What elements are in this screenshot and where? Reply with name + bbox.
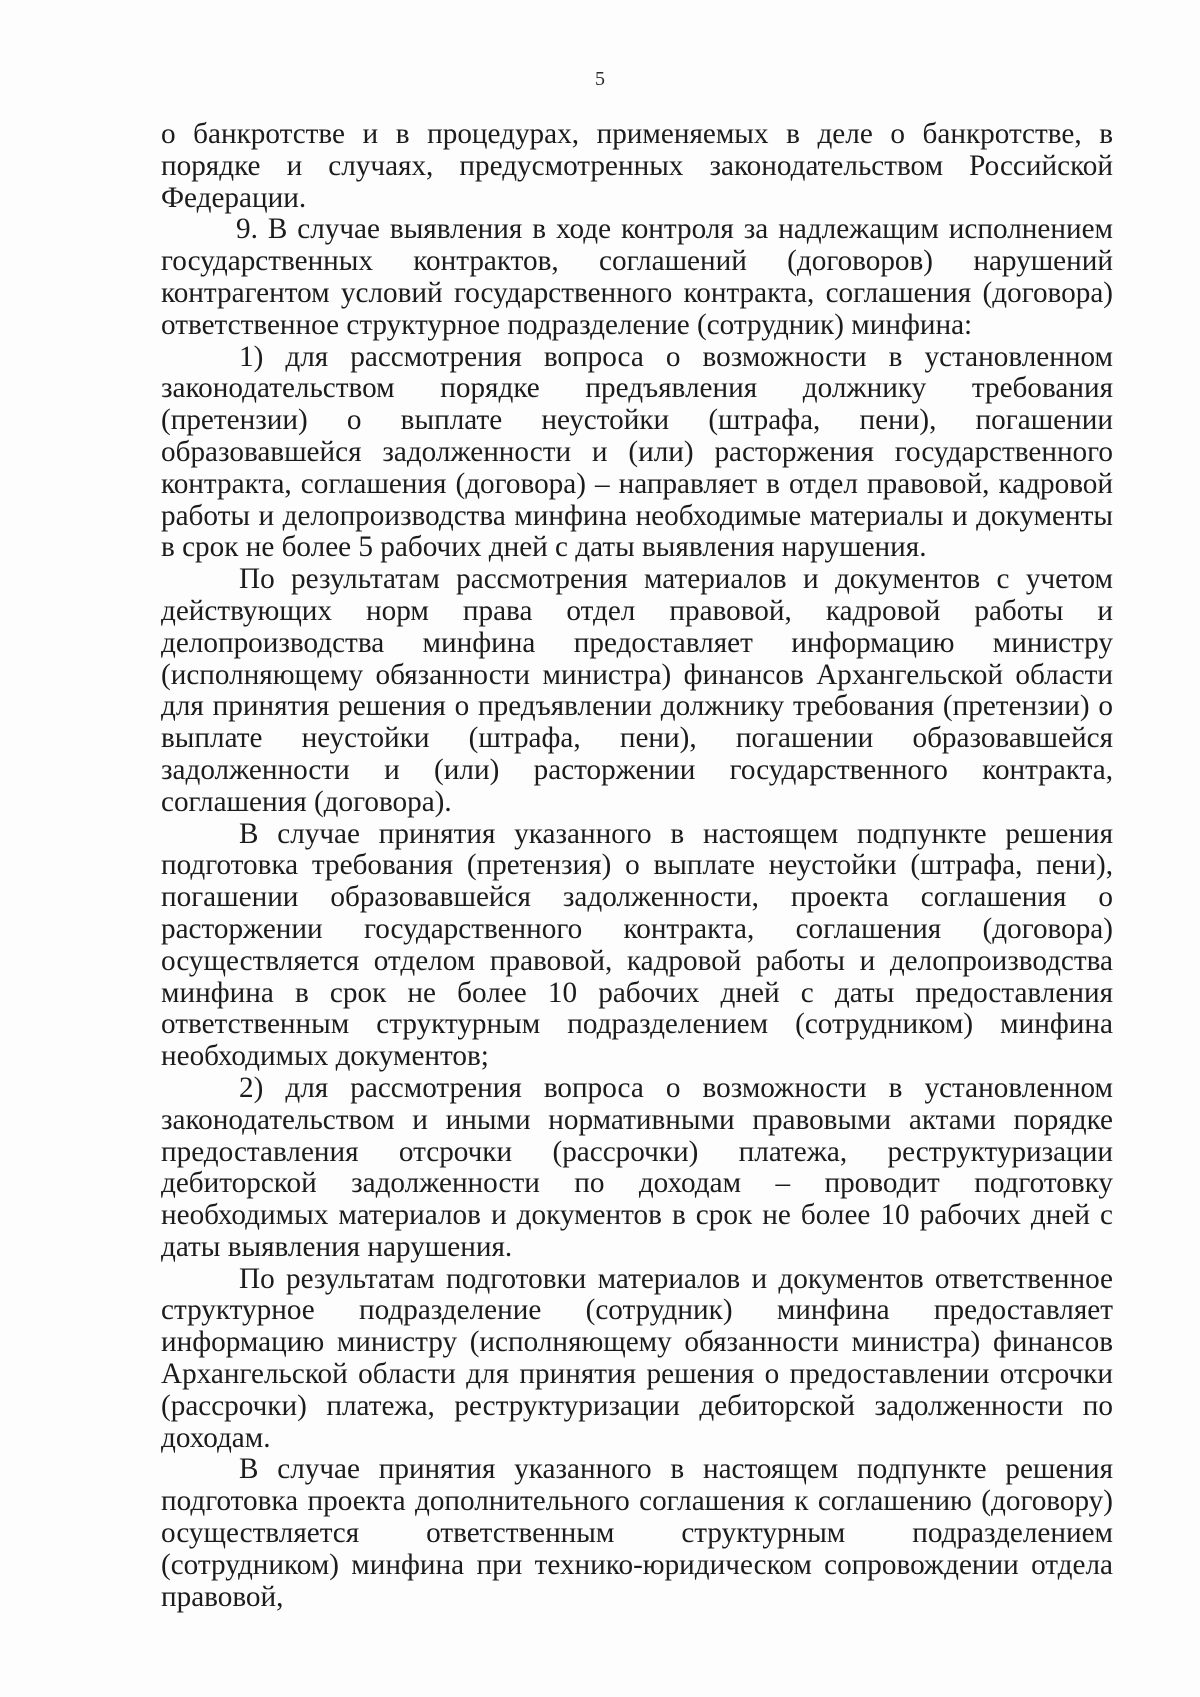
paragraph-continuation: о банкротстве и в процедурах, применяемых в деле о банкротстве, в порядке и случаях, предусмотренных законодательством Российской Федерации. [161,118,1113,214]
paragraph-review-results: По результатам рассмотрения материалов и документов с учетом действующих норм права отдел правовой, кадровой работы и делопроизводства минфина предоставляет информацию министру (исполняющему обязанности министра) финансов Архангельской области для принятия решения о предъявлении должнику требования (претензии) о выплате неустойки (штрафа, пени), погашении образовавшейся задолженности и (или) расторжении государственного контракта, соглашения (договора). [161,563,1113,818]
paragraph-deferral-results: По результатам подготовки материалов и документов ответственное структурное подразделение (сотрудник) минфина предоставляет информацию министру (исполняющему обязанности министра) финансов Архангельской области для принятия решения о предоставлении отсрочки (рассрочки) платежа, реструктуризации дебиторской задолженности по доходам. [161,1262,1113,1454]
paragraph-subclause-2: 2) для рассмотрения вопроса о возможности в установленном законодательством и иными нормативными правовыми актами порядке предоставления отсрочки (рассрочки) платежа, реструктуризации дебиторской задолженности по доходам – проводит подготовку необходимых материалов и документов в срок не более 10 рабочих дней с даты выявления нарушения. [161,1071,1113,1263]
paragraph-subclause-1: 1) для рассмотрения вопроса о возможности в установленном законодательством порядке предъявления должнику требования (претензии) о выплате неустойки (штрафа, пени), погашении образовавшейся задолженности и (или) расторжения государственного контракта, соглашения (договора) – направляет в отдел правовой, кадровой работы и делопроизводства минфина необходимые материалы и документы в срок не более 5 рабочих дней с даты выявления нарушения. [161,340,1113,564]
page-number: 5 [595,68,605,90]
paragraph-clause-9: 9. В случае выявления в ходе контроля за надлежащим исполнением государственных контрактов, соглашений (договоров) нарушений контрагентом условий государственного контракта, соглашения (договора) ответственное структурное подразделение (сотрудник) минфина: [161,213,1113,341]
paragraph-claim-preparation: В случае принятия указанного в настоящем подпункте решения подготовка требования (претензия) о выплате неустойки (штрафа, пени), погашении образовавшейся задолженности, проекта соглашения о расторжении государственного контракта, соглашения (договора) осуществляется отделом правовой, кадровой работы и делопроизводства минфина в срок не более 10 рабочих дней с даты предоставления ответственным структурным подразделением (сотрудником) минфина необходимых документов; [161,817,1113,1073]
paragraph-additional-agreement: В случае принятия указанного в настоящем подпункте решения подготовка проекта дополнительного соглашения к соглашению (договору) осуществляется ответственным структурным подразделением (сотрудником) минфина при технико-юридическом сопровождении отдела правовой, [161,1453,1113,1613]
document-body [161,119,1113,1613]
